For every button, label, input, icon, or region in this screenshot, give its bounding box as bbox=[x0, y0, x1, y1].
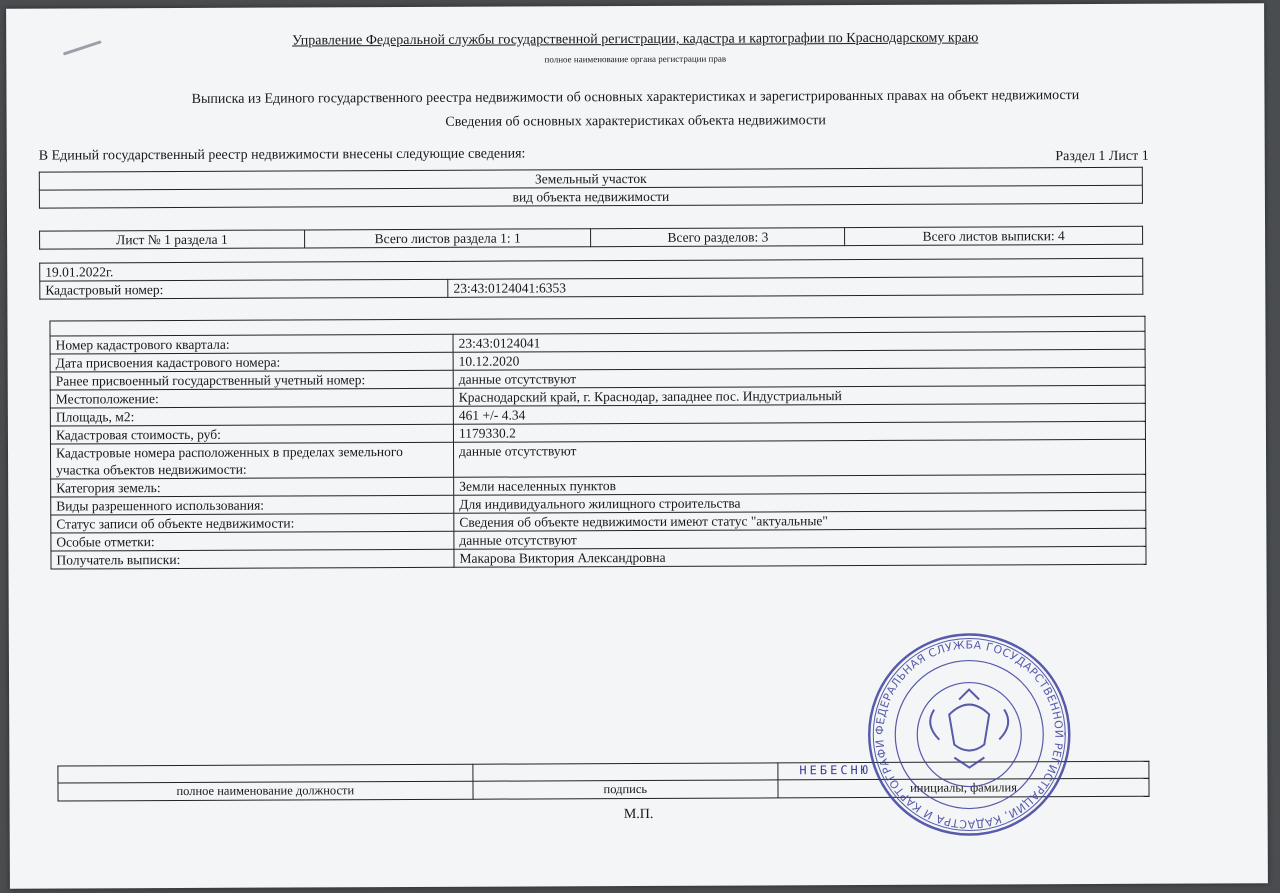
cadastral-number-label: Кадастровый номер: bbox=[40, 279, 448, 299]
intro-text: В Единый государственный реестр недвижимости внесены следующие сведения: bbox=[38, 146, 526, 164]
row-value: данные отсутствуют bbox=[453, 439, 1145, 477]
seal-text: ФЕДЕРАЛЬНАЯ СЛУЖБА ГОСУДАРСТВЕННОЙ РЕГИСТРАЦИИ, КАДАСТРА И КАРТОГРАФИИ bbox=[873, 638, 1066, 831]
total-section-sheets: Всего листов раздела 1: 1 bbox=[304, 229, 591, 248]
object-type-caption: вид объекта недвижимости bbox=[39, 185, 1142, 208]
row-value: Для индивидуального жилищного строительства bbox=[454, 492, 1146, 513]
row-value: 10.12.2020 bbox=[453, 349, 1145, 370]
row-label: Категория земель: bbox=[51, 477, 454, 497]
row-value: Земли населенных пунктов bbox=[454, 474, 1146, 495]
cadastral-number-value: 23:43:0124041:6353 bbox=[448, 276, 1143, 297]
row-label: Виды разрешенного использования: bbox=[51, 495, 454, 515]
stamp-signer-name: НЕБЕСНЮ bbox=[799, 762, 872, 778]
row-label: Кадастровые номера расположенных в пределах земельного участка объектов недвижимости: bbox=[50, 442, 453, 479]
row-label: Номер кадастрового квартала: bbox=[50, 334, 453, 354]
row-label: Статус записи об объекте недвижимости: bbox=[51, 513, 454, 533]
total-extract-sheets: Всего листов выписки: 4 bbox=[845, 226, 1143, 245]
row-value: 461 +/- 4.34 bbox=[453, 403, 1145, 424]
extract-date: 19.01.2022г. bbox=[40, 258, 1143, 281]
object-type-table bbox=[39, 167, 1143, 209]
row-label: Получатель выписки: bbox=[51, 549, 454, 569]
sheets-table bbox=[39, 226, 1143, 250]
sheet-reference: Раздел 1 Лист 1 bbox=[1055, 148, 1149, 165]
row-label: Местоположение: bbox=[50, 388, 453, 408]
row-value: данные отсутствуют bbox=[454, 528, 1146, 549]
row-label: Дата присвоения кадастрового номера: bbox=[50, 352, 453, 372]
position-cell bbox=[58, 764, 473, 783]
signature-caption: подпись bbox=[473, 780, 779, 799]
extract-title: Выписка из Единого государственного реестра недвижимости об основных характеристиках и зарегистрированных правах на объект недвижимости bbox=[191, 88, 1080, 107]
position-caption: полное наименование должности bbox=[58, 781, 473, 801]
table-row bbox=[50, 439, 1145, 479]
row-value: 1179330.2 bbox=[453, 421, 1145, 442]
row-label: Особые отметки: bbox=[51, 531, 454, 551]
document-page bbox=[6, 3, 1268, 888]
section-title: Сведения об основных характеристиках объекта недвижимости bbox=[445, 113, 826, 130]
row-value: данные отсутствуют bbox=[453, 367, 1145, 388]
row-value: 23:43:0124041 bbox=[453, 331, 1145, 352]
row-value: Краснодарский край, г. Краснодар, западнее пос. Индустриальный bbox=[453, 385, 1145, 406]
characteristics-rows bbox=[50, 331, 1146, 569]
initials-caption: инициалы, фамилия bbox=[778, 778, 1149, 798]
total-sections: Всего разделов: 3 bbox=[591, 228, 845, 247]
seal-svg bbox=[864, 629, 1075, 840]
table-row bbox=[51, 546, 1146, 569]
object-type: Земельный участок bbox=[39, 167, 1142, 190]
signature-cell bbox=[472, 763, 778, 781]
row-label: Кадастровая стоимость, руб: bbox=[50, 424, 453, 444]
sheet-number: Лист № 1 раздела 1 bbox=[40, 230, 305, 249]
row-label: Ранее присвоенный государственный учетный номер: bbox=[50, 370, 453, 390]
row-value: Сведения об объекте недвижимости имеют статус "актуальные" bbox=[454, 510, 1146, 531]
authority-caption: полное наименование органа регистрации прав bbox=[544, 53, 727, 65]
characteristics-table bbox=[49, 316, 1146, 570]
mp-mark: М.П. bbox=[623, 806, 654, 823]
row-value: Макарова Виктория Александровна bbox=[454, 546, 1146, 567]
date-table bbox=[39, 258, 1143, 300]
seal-stamp-icon bbox=[864, 629, 1075, 840]
row-label: Площадь, м2: bbox=[50, 406, 453, 426]
authority-name: Управление Федеральной службы государственной регистрации, кадастра и картографии по Краснодарскому краю bbox=[292, 30, 979, 49]
